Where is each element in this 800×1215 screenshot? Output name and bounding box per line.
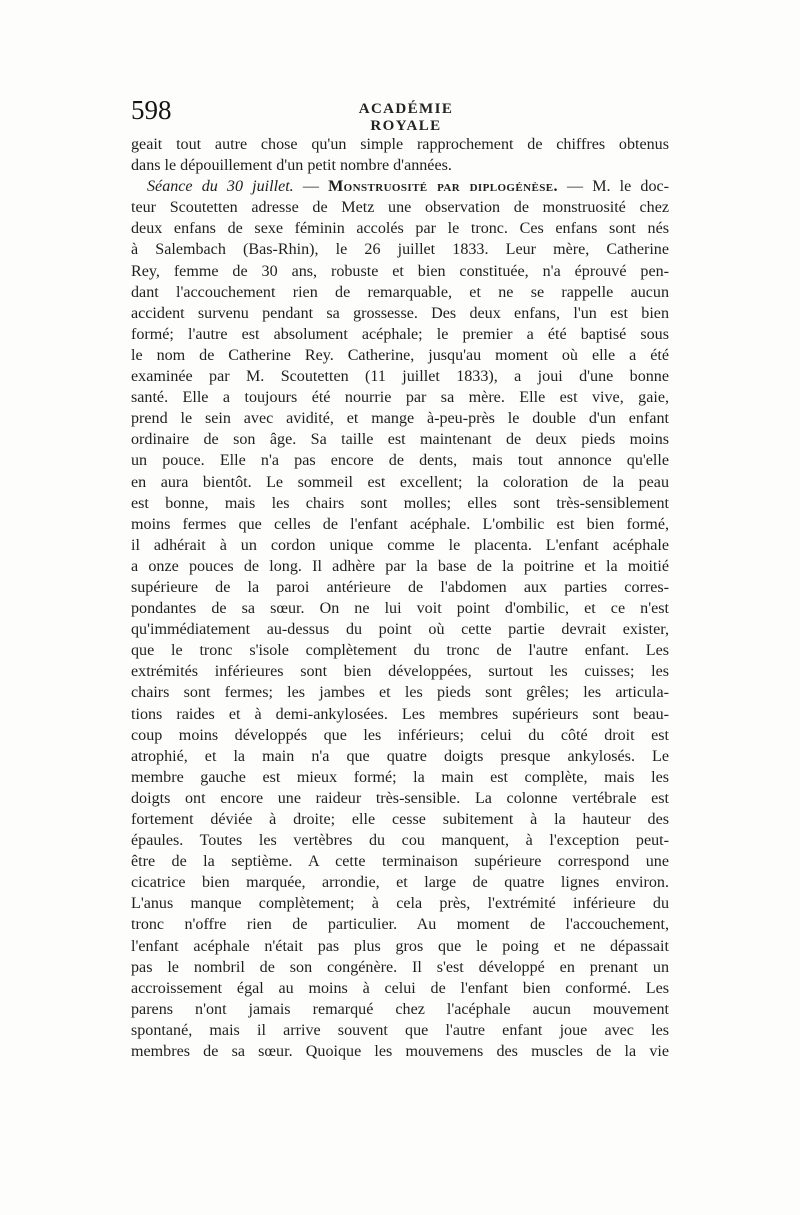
text-line: ordinaire de son âge. Sa taille est maintenant de deux pieds moins (131, 431, 669, 449)
text-line: coup moins développés que les inférieurs; celui du côté droit est (131, 726, 669, 744)
text-line: dant l'accouchement rien de remarquable, et ne se rappelle aucun (131, 283, 669, 301)
text-fragment: — M. le doc- (557, 178, 669, 196)
text-line: que le tronc s'isole complètement du tronc de l'autre enfant. Les (131, 642, 669, 660)
running-header (131, 93, 676, 134)
text-line: prend le sein avec avidité, et mange à-peu-près le double d'un enfant (131, 410, 669, 428)
text-line: geait tout autre chose qu'un simple rapprochement de chiffres obtenus (131, 136, 669, 153)
body-text (131, 134, 669, 1062)
text-line: le nom de Catherine Rey. Catherine, jusqu'au moment où elle a été (131, 346, 669, 364)
session-date: Séance du 30 juillet. (147, 178, 294, 196)
text-line: deux enfans de sexe féminin accolés par le tronc. Ces enfans sont nés (131, 220, 669, 238)
text-line: accident survenu pendant sa grossesse. Des deux enfans, l'un est bien (131, 304, 669, 322)
text-line: en aura bientôt. Le sommeil est excellent; la coloration de la peau (131, 473, 669, 491)
text-line: chairs sont fermes; les jambes et les pieds sont grêles; les articula- (131, 684, 669, 702)
text-line: formé; l'autre est absolument acéphale; le premier a été baptisé sous (131, 325, 669, 343)
text-line: santé. Elle a toujours été nourrie par sa mère. Elle est vive, gaie, (131, 389, 669, 407)
page-number: 598 (131, 95, 172, 125)
text-line: un pouce. Elle n'a pas encore de dents, mais tout annonce qu'elle (131, 452, 669, 470)
text-line: tions raides et à demi-ankylosées. Les membres supérieurs sont beau- (131, 705, 669, 723)
text-line: à Salembach (Bas-Rhin), le 26 juillet 1833. Leur mère, Catherine (131, 241, 669, 259)
header-title: ACADÉMIE ROYALE (358, 101, 454, 134)
text-line: atrophié, et la main n'a que quatre doigts presque ankylosés. Le (131, 747, 669, 765)
text-line: qu'immédiatement au-dessus du point où cette partie devrait exister, (131, 621, 669, 639)
text-line: Rey, femme de 30 ans, robuste et bien constituée, n'a éprouvé pen- (131, 262, 669, 280)
text-line: supérieure de la paroi antérieure de l'abdomen aux parties corres- (131, 578, 669, 596)
text-line: l'enfant acéphale n'était pas plus gros que le poing et ne dépassait (131, 937, 669, 955)
text-line: L'anus manque complètement; à cela près, l'extrémité inférieure du (131, 895, 669, 913)
heading-dash: — (293, 178, 329, 196)
text-line: extrémités inférieures sont bien développées, surtout les cuisses; les (131, 663, 669, 681)
text-line: parens n'ont jamais remarqué chez l'acéphale aucun mouvement (131, 1000, 669, 1018)
text-line: doigts ont encore une raideur très-sensible. La colonne vertébrale est (131, 789, 669, 807)
text-line: a onze pouces de long. Il adhère par la base de la poitrine et la moitié (131, 557, 669, 575)
text-line: pas le nombril de son congénère. Il s'est développé en prenant un (131, 958, 669, 976)
section-title: Monstruosité par diplogénèse. (328, 178, 558, 196)
text-line: spontané, mais il arrive souvent que l'autre enfant joue avec les (131, 1021, 669, 1039)
text-line: il adhérait à un cordon unique comme le placenta. L'enfant acéphale (131, 536, 669, 554)
text-line: tronc n'offre rien de particulier. Au moment de l'accouchement, (131, 916, 669, 934)
text-line: être de la septième. A cette terminaison supérieure correspond une (131, 853, 669, 871)
text-line: membre gauche est mieux formé; la main est complète, mais les (131, 768, 669, 786)
text-line: membres de sa sœur. Quoique les mouvemens des muscles de la vie (131, 1043, 669, 1061)
text-line: teur Scoutetten adresse de Metz une observation de monstruosité chez (131, 199, 669, 217)
text-line: est bonne, mais les chairs sont molles; elles sont très-sensiblement (131, 494, 669, 512)
text-line: moins fermes que celles de l'enfant acéphale. L'ombilic est bien formé, (131, 515, 669, 533)
text-line: épaules. Toutes les vertèbres du cou manquent, à l'exception peut- (131, 832, 669, 850)
text-line: examinée par M. Scoutetten (11 juillet 1833), a joui d'une bonne (131, 368, 669, 386)
text-line: accroissement égal au moins à celui de l'enfant bien conformé. Les (131, 979, 669, 997)
text-line: fortement déviée à droite; elle cesse subitement à la hauteur des (131, 811, 669, 828)
text-line: dans le dépouillement d'un petit nombre d'années. (131, 157, 452, 175)
text-line: cicatrice bien marquée, arrondie, et large de quatre lignes environ. (131, 874, 669, 892)
text-line: pondantes de sa sœur. On ne lui voit point d'ombilic, et ce n'est (131, 600, 669, 618)
session-heading-line (131, 176, 669, 197)
